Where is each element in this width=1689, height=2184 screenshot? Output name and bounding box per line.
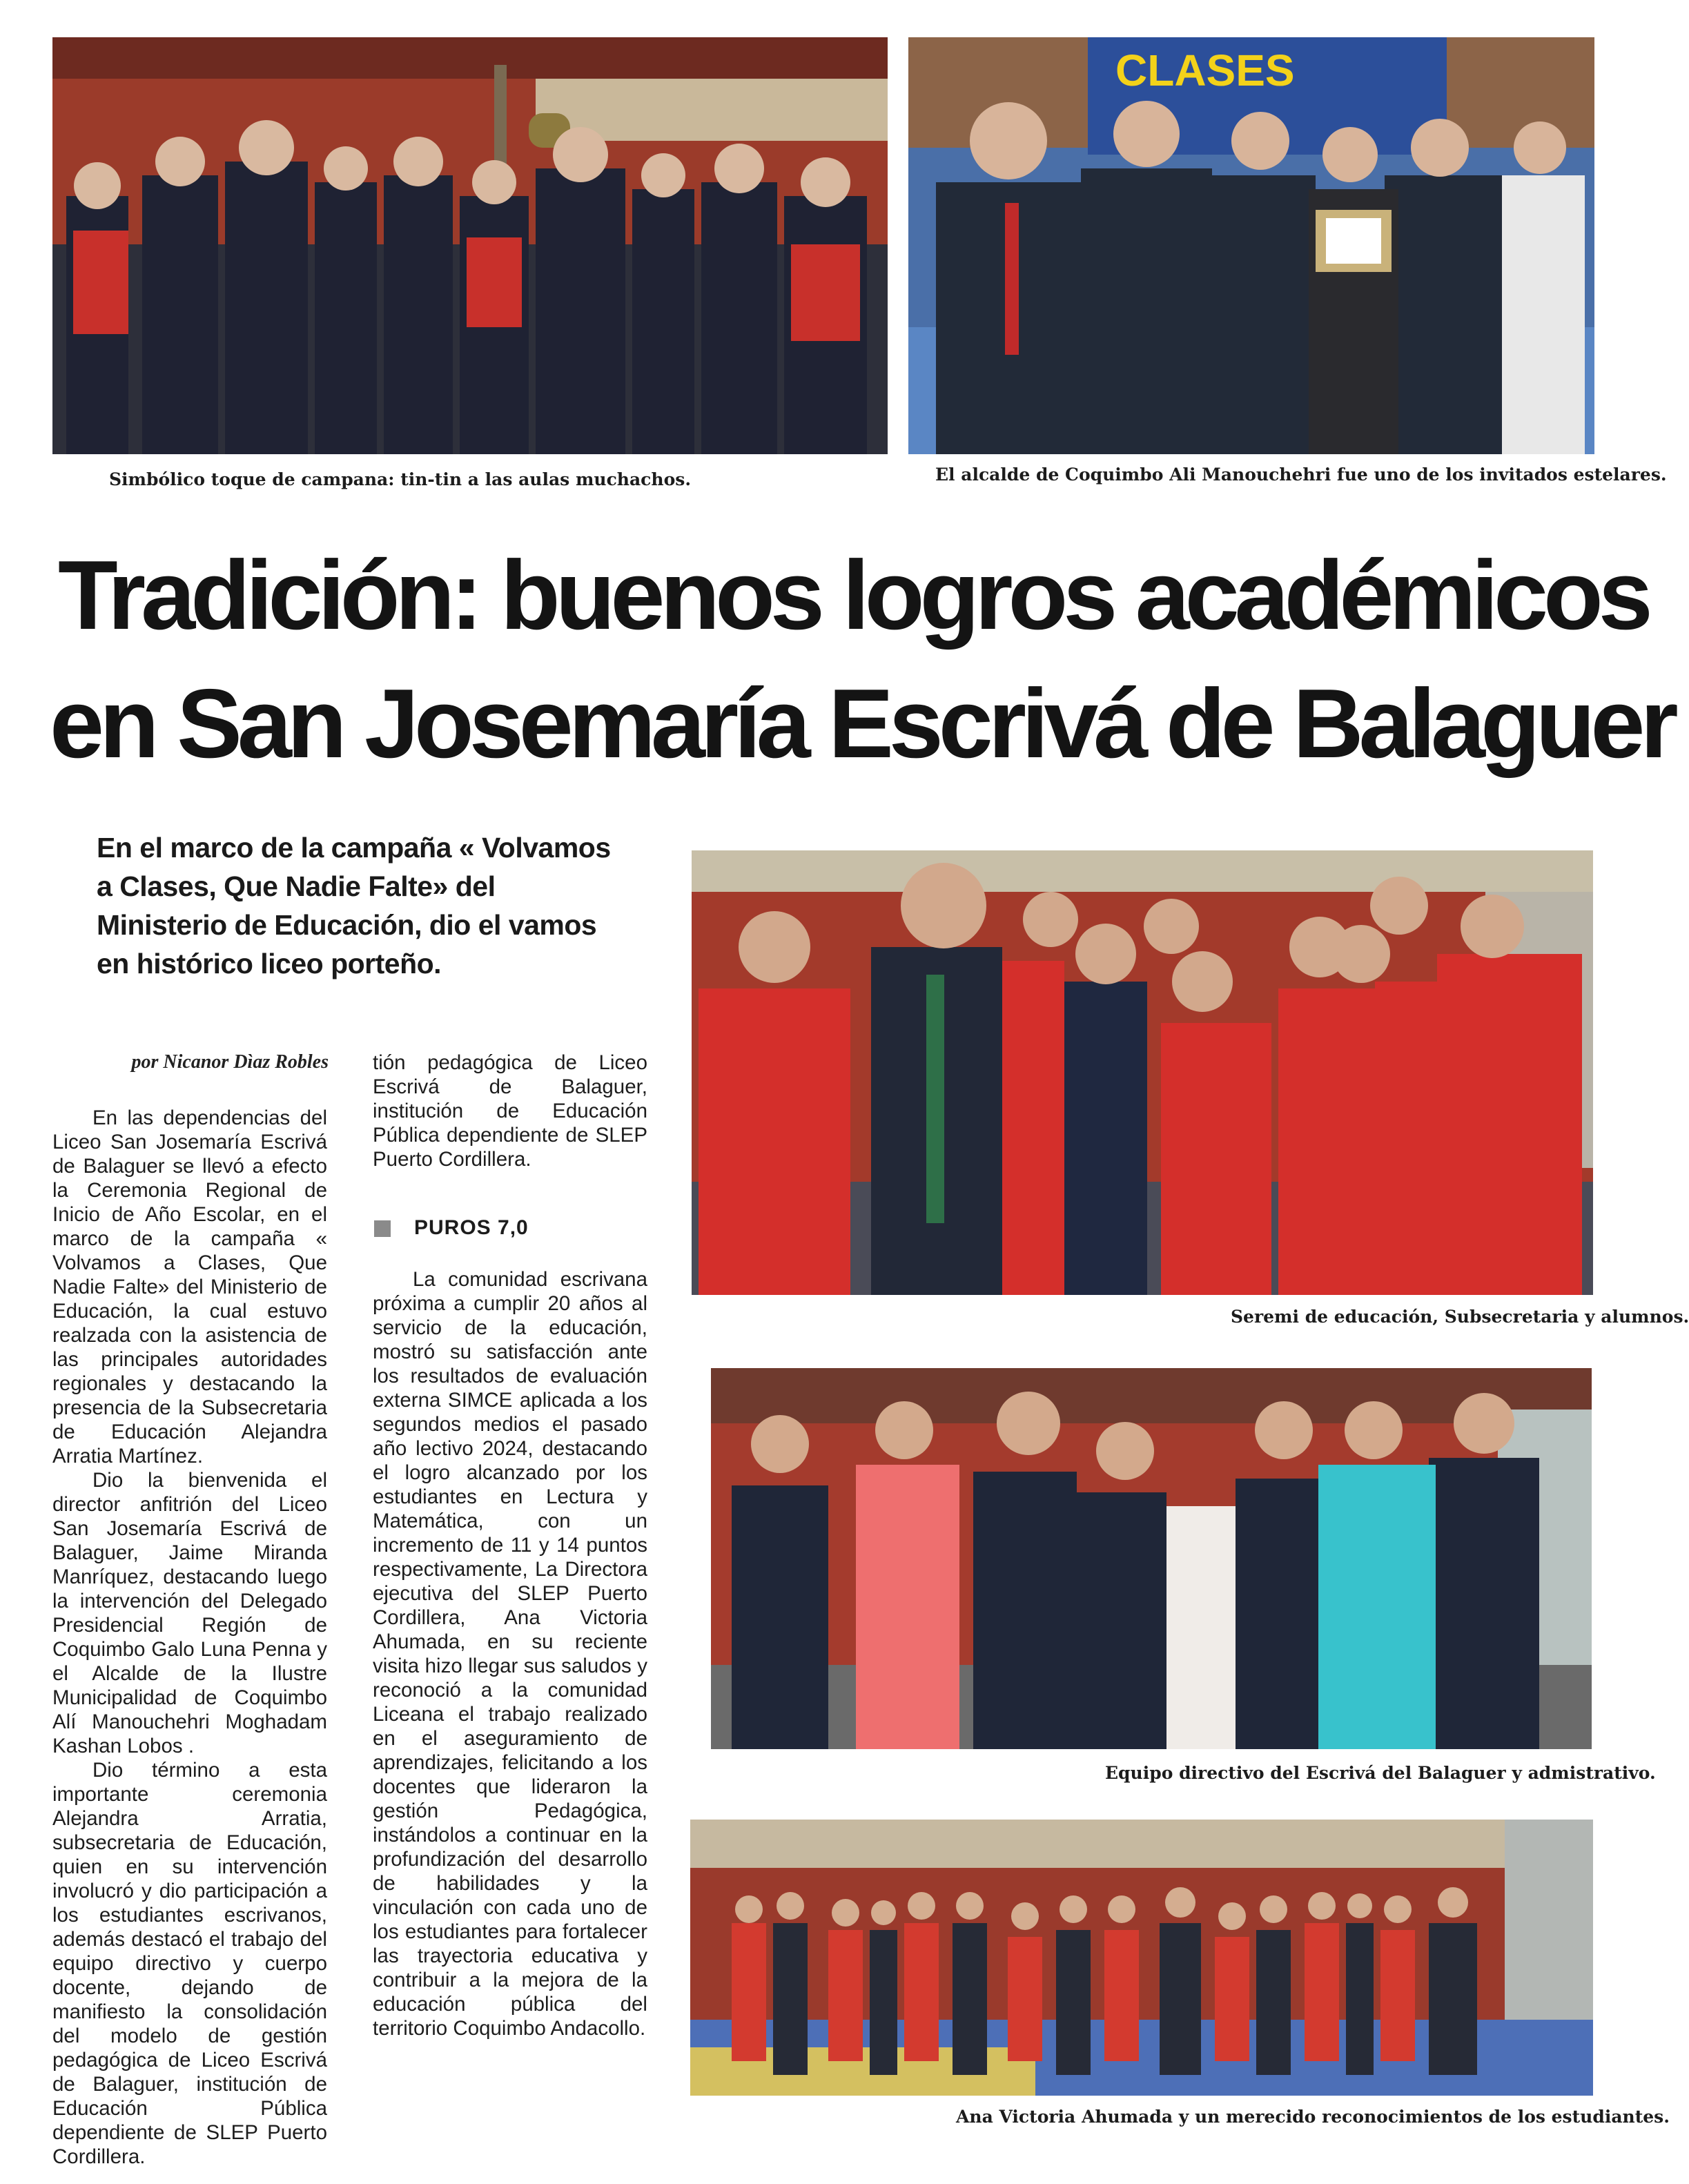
byline: por Nicanor Dìaz Robles: [131, 1051, 329, 1073]
caption-photo-3: Seremi de educación, Subsecretaria y alumnos.: [1231, 1307, 1689, 1327]
lead-paragraph: En el marco de la campaña « Volvamos a Clases, Que Nadie Falte» del Ministerio de Educación, dio el vamos en histórico liceo porteño.: [97, 832, 611, 979]
body-paragraph-4: La comunidad escrivana próxima a cumplir 20 años al servicio de la educación, mostró su satisfacción ante los resultados de evaluación externa SIMCE aplicada a los segundos medios el pasado año lectivo 2024, destacando el logro alcanzado por los estudiantes en Lectura y Matemática, con un incremento de 11 y 14 puntos respectivamente, La Directora ejecutiva del SLEP Puerto Cordillera, Ana Victoria Ahumada, en su reciente visita hizo llegar sus saludos y reconoció a la comunidad Liceana el trabajo realizado en el aseguramiento de aprendizajes, felicitando a los docentes que lideraron la gestión Pedagógica, instándolos a continuar en la profundización del desarrollo de habilidades y la vinculación con cada uno de los estudiantes para fortalecer las trayectoria educativa y contribuir a la mejora de la educación pública del territorio Coquimbo Andacollo.: [373, 1268, 647, 2040]
body-column-2-main: [373, 1267, 647, 2104]
body-paragraph-3: Dio término a esta importante ceremonia Alejandra Arratia, subsecretaria de Educación, quien en su intervención involucró y dio participación a los estudiantes escrivanos, además destacó el trabajo del equipo directivo y cuerpo docente, dejando de manifiesto la consolidación del modelo de gestión pedagógica de Liceo Escrivá de Balaguer, institución de Educación Pública dependiente de SLEP Puerto Cordillera.: [52, 1759, 327, 2168]
headline-line-1: Tradición: buenos logros académicos: [58, 540, 1648, 650]
body-paragraph-2: Dio la bienvenida el director anfitrión del Liceo San Josemaría Escrivá de Balaguer, Jaime Miranda Manríquez, destacando luego la intervención del Delegado Presidencial Región de Coquimbo Galo Luna Penna y el Alcalde de la Ilustre Municipalidad de Coquimbo Alí Manouchehri Moghadam Kashan Lobos .: [52, 1469, 327, 1757]
subhead-square-icon: [374, 1220, 391, 1237]
caption-photo-4: Equipo directivo del Escrivá del Balaguer y admistrativo.: [1105, 1763, 1656, 1783]
body-column-2: [373, 1051, 647, 1196]
headline: [50, 532, 1674, 788]
caption-photo-2: El alcalde de Coquimbo Ali Manouchehri fue uno de los invitados estelares.: [935, 465, 1667, 485]
caption-photo-1: Simbólico toque de campana: tin-tin a las aulas muchachos.: [109, 469, 692, 489]
body-paragraph-3-continued: tión pedagógica de Liceo Escrivá de Balaguer, institución de Educación Pública dependiente de SLEP Puerto Cordillera.: [373, 1051, 647, 1171]
subhead-puros: PUROS 7,0: [414, 1216, 529, 1239]
photo-bell-ceremony: [52, 37, 888, 454]
campaign-banner-text: CLASES: [1115, 46, 1295, 95]
photo-seremi-students: [692, 850, 1593, 1295]
photo-group-recognition: [690, 1820, 1593, 2096]
photo-mayor-guests: [908, 37, 1594, 454]
headline-line-2: en San Josemaría Escrivá de Balaguer: [50, 669, 1674, 779]
body-column-1: [52, 1106, 327, 2168]
body-paragraph-1: En las dependencias del Liceo San Josemaría Escrivá de Balaguer se llevó a efecto la Ceremonia Regional de Inicio de Año Escolar, en el marco de la campaña « Volvamos a Clases, Que Nadie Falte» del Ministerio de Educación, la cual estuvo realzada con la asistencia de las principales autoridades regionales y destacando la presencia de la Subsecretaria de Educación Alejandra Arratia Martínez.: [52, 1106, 327, 1468]
photo-directive-team: [711, 1368, 1592, 1749]
caption-photo-5: Ana Victoria Ahumada y un merecido reconocimientos de los estudiantes.: [956, 2107, 1670, 2127]
